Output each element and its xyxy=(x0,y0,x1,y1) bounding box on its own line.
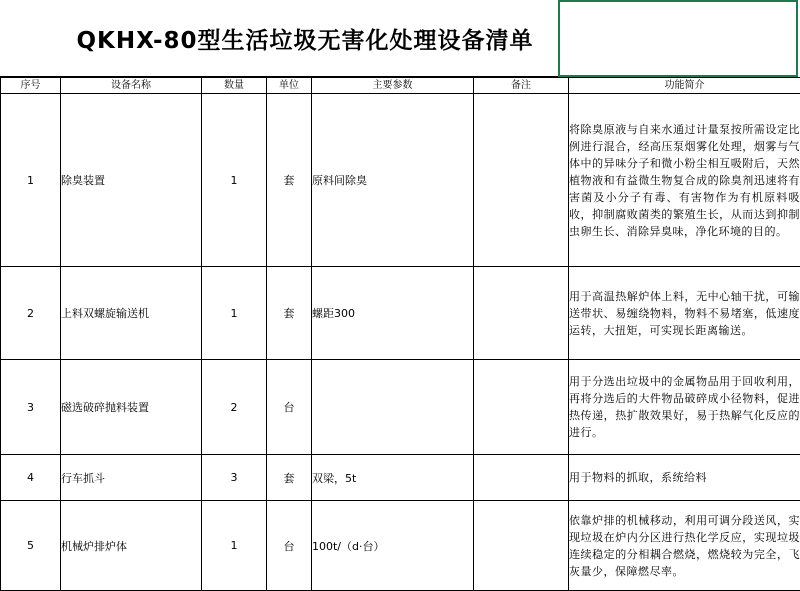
table-row xyxy=(1,455,800,501)
cell-function[interactable]: 用于分选出垃圾中的金属物品用于回收利用，再将分选后的大件物品破碎成小径物料，促进热传递，热扩散效果好，易于热解气化反应的进行。 xyxy=(569,360,800,455)
cell-unit[interactable]: 套 xyxy=(267,267,312,360)
cell-params[interactable]: 原料间除臭 xyxy=(312,94,474,267)
header-function[interactable]: 功能简介 xyxy=(569,78,800,94)
cell-name[interactable]: 磁选破碎抛料装置 xyxy=(61,360,202,455)
table-row xyxy=(1,360,800,455)
cell-unit[interactable]: 套 xyxy=(267,94,312,267)
cell-function[interactable]: 依靠炉排的机械移动，利用可调分段送风，实现垃圾在炉内分区进行热化学反应，实现垃圾连续稳定的分相耦合燃烧，燃烧较为完全，飞灰量少，保障燃尽率。 xyxy=(569,501,800,591)
header-remark[interactable]: 备注 xyxy=(474,78,569,94)
header-name[interactable]: 设备名称 xyxy=(61,78,202,94)
table-row xyxy=(1,501,800,591)
header-row xyxy=(1,78,800,94)
cell-qty[interactable]: 2 xyxy=(202,360,267,455)
header-unit[interactable]: 单位 xyxy=(267,78,312,94)
cell-unit[interactable]: 台 xyxy=(267,501,312,591)
cell-name[interactable]: 上料双螺旋输送机 xyxy=(61,267,202,360)
cell-remark[interactable] xyxy=(474,94,569,267)
cell-params[interactable] xyxy=(312,360,474,455)
cell-remark[interactable] xyxy=(474,360,569,455)
cell-no[interactable]: 3 xyxy=(1,360,61,455)
cell-qty[interactable]: 1 xyxy=(202,501,267,591)
table-row xyxy=(1,94,800,267)
cell-remark[interactable] xyxy=(474,267,569,360)
cell-function[interactable]: 将除臭原液与自来水通过计量泵按所需设定比例进行混合，经高压泵烟雾化处理，烟雾与气体中的异味分子和微小粉尘相互吸附后，天然植物液和有益微生物复合成的除臭剂迅速将有害菌及小分子有毒、有害物作为有机原料吸收，抑制腐败菌类的繁殖生长，从而达到抑制虫卵生长、消除异臭味，净化环境的目的。 xyxy=(569,94,800,267)
cell-name[interactable]: 除臭装置 xyxy=(61,94,202,267)
header-qty[interactable]: 数量 xyxy=(202,78,267,94)
cell-remark[interactable] xyxy=(474,501,569,591)
cell-params[interactable]: 双梁，5t xyxy=(312,455,474,501)
table-row xyxy=(1,267,800,360)
cell-no[interactable]: 5 xyxy=(1,501,61,591)
cell-params[interactable]: 螺距300 xyxy=(312,267,474,360)
header-params[interactable]: 主要参数 xyxy=(312,78,474,94)
cell-no[interactable]: 2 xyxy=(1,267,61,360)
cell-no[interactable]: 4 xyxy=(1,455,61,501)
cell-name[interactable]: 机械炉排炉体 xyxy=(61,501,202,591)
cell-function[interactable]: 用于高温热解炉体上料，无中心轴干扰，可输送带状、易缠绕物料，物料不易堵塞，低速度运转，大扭矩，可实现长距离输送。 xyxy=(569,267,800,360)
cell-qty[interactable]: 1 xyxy=(202,267,267,360)
cell-function[interactable]: 用于物料的抓取，系统给料 xyxy=(569,455,800,501)
cell-remark[interactable] xyxy=(474,455,569,501)
cell-qty[interactable]: 3 xyxy=(202,455,267,501)
cell-unit[interactable]: 台 xyxy=(267,360,312,455)
cell-qty[interactable]: 1 xyxy=(202,94,267,267)
cell-unit[interactable]: 套 xyxy=(267,455,312,501)
title-cell[interactable] xyxy=(0,0,558,77)
cell-no[interactable]: 1 xyxy=(1,94,61,267)
sheet-title: QKHX-80型生活垃圾无害化处理设备清单 xyxy=(76,27,534,54)
header-no[interactable]: 序号 xyxy=(1,78,61,94)
cell-name[interactable]: 行车抓斗 xyxy=(61,455,202,501)
cell-params[interactable]: 100t/（d·台） xyxy=(312,501,474,591)
equipment-table xyxy=(0,77,800,591)
selected-cell[interactable] xyxy=(558,0,798,77)
